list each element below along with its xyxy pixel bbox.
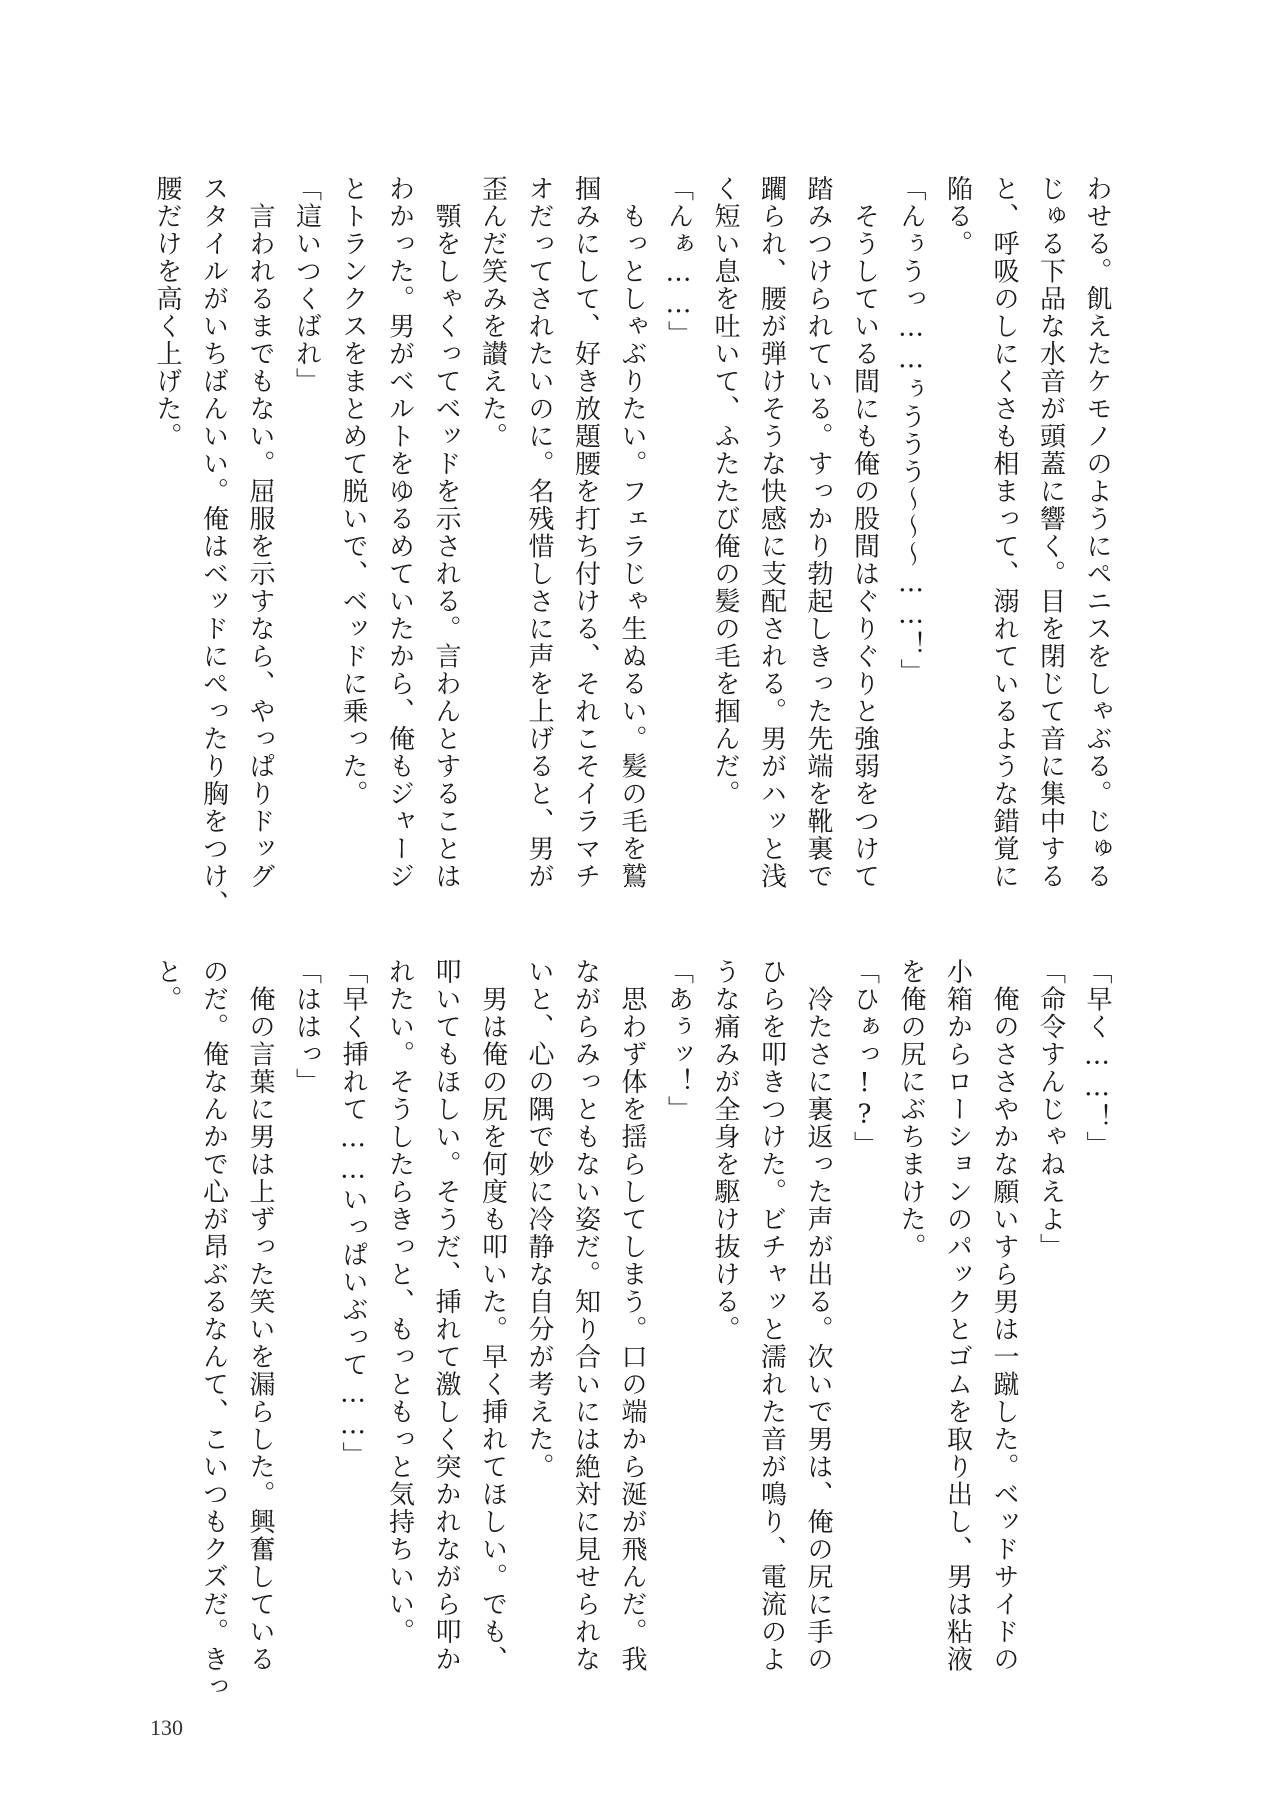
text-line: もっとしゃぶりたい。フェラじゃ生ぬるい。髪の毛を鷲 — [617, 175, 647, 890]
bottom-text-block — [152, 958, 1120, 1701]
text-line: わかった。男がベルトをゆるめていたから、俺もジャージ — [384, 175, 415, 890]
text-line: 「ひぁっ!?」 — [849, 958, 880, 1159]
text-line: と。 — [152, 958, 182, 1013]
text-line: 俺の言葉に男は上ずった笑いを漏らした。興奮している — [245, 958, 275, 1673]
text-line: 陥る。 — [942, 175, 973, 258]
text-line: オだってされたいのに。名残惜しさに声を上げると、男が — [524, 175, 554, 890]
text-line: 「早く挿れて……いっぱいぶって……」 — [338, 958, 368, 1469]
text-line: ながらみっともない姿だ。知り合いには絶対に見せられな — [570, 958, 601, 1673]
text-line: そうしている間にも俺の股間はぐりぐりと強弱をつけて — [849, 175, 880, 890]
text-line: を俺の尻にぶちまけた。 — [896, 958, 926, 1261]
top-text-block — [152, 175, 1120, 918]
text-line: 小箱からローションのパックとゴムを取り出し、男は粘液 — [942, 958, 973, 1673]
text-line: わせる。飢えたケモノのようにペニスをしゃぶる。じゅる — [1082, 175, 1112, 890]
text-line: と、呼吸のしにくさも相まって、溺れているような錯覚に — [989, 175, 1019, 890]
text-line: 「ははっ」 — [291, 958, 322, 1096]
text-line: いと、心の隅で妙に冷静な自分が考えた。 — [524, 958, 554, 1481]
text-line: 俺のささやかな願いすら男は一蹴した。ベッドサイドの — [989, 958, 1019, 1673]
text-line: 踏みつけられている。すっかり勃起しきった先端を靴裏で — [803, 175, 833, 890]
text-line: 叩いてもほしい。そうだ、挿れて激しく突かれながら叩か — [431, 958, 461, 1673]
text-line: 「早く……！」 — [1082, 958, 1112, 1159]
text-line: 躙られ、腰が弾けそうな快感に支配される。男がハッと浅 — [756, 175, 787, 890]
text-line: れたい。そうしたらきっと、もっともっと気持ちいい。 — [384, 958, 415, 1646]
text-line: 思わず体を揺らしてしまう。口の端から涎が飛んだ。我 — [617, 958, 647, 1673]
text-line: じゅる下品な水音が頭蓋に響く。目を閉じて音に集中する — [1035, 175, 1066, 890]
text-line: 「命令すんじゃねえよ」 — [1035, 958, 1066, 1261]
text-line: 歪んだ笑みを讃えた。 — [477, 175, 508, 450]
text-line: とトランクスをまとめて脱いで、ベッドに乗った。 — [338, 175, 368, 808]
page-number: 130 — [150, 1715, 183, 1740]
text-line: のだ。俺なんかで心が昂ぶるなんて、こいつもクズだ。きっ — [198, 958, 229, 1701]
text-line: く短い息を吐いて、ふたたび俺の髪の毛を掴んだ。 — [710, 175, 740, 808]
text-line: 掴みにして、好き放題腰を打ち付ける、それこそイラマチ — [570, 175, 601, 890]
text-line: 「あぅッ！」 — [663, 958, 694, 1123]
text-line: 男は俺の尻を何度も叩いた。早く挿れてほしい。でも、 — [477, 958, 508, 1673]
text-line: ひらを叩きつけた。ビチャッと濡れた音が鳴り、電流のよ — [756, 958, 787, 1673]
text-line: うな痛みが全身を駆け抜ける。 — [710, 958, 740, 1343]
text-line: 言われるまでもない。屈服を示すなら、やっぱりドッグ — [245, 175, 275, 890]
text-line: 「這いつくばれ」 — [291, 175, 322, 395]
text-line: 顎をしゃくってベッドを示される。言わんとすることは — [431, 175, 461, 890]
text-line: 腰だけを高く上げた。 — [152, 175, 182, 450]
text-line: 「んぁ……」 — [663, 175, 694, 348]
text-line: スタイルがいちばんいい。俺はベッドにぺったり胸をつけ、 — [198, 175, 229, 918]
text-line: 冷たさに裏返った声が出る。次いで男は、俺の尻に手の — [803, 958, 833, 1673]
text-line: 「んぅうっ……ぅううう〜〜〜……！」 — [896, 175, 926, 686]
